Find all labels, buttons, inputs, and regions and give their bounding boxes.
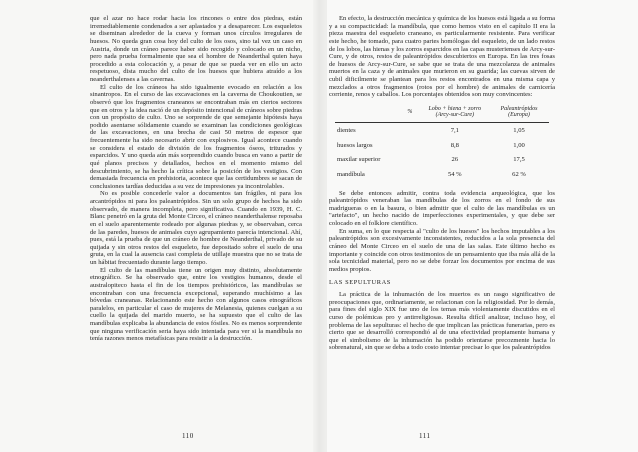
cell-paleanthropids: 1,05 (513, 127, 525, 135)
cell-paleanthropids: 62 % (512, 170, 526, 178)
table-row (335, 138, 549, 153)
page-number: 111 (419, 432, 431, 440)
paragraph: La práctica de la inhumación de los muertos es un rasgo significativo de preocupaciones que, ordinariamente, se relacionan con la religiosidad. Por lo demás, para fines del siglo XIX fue uno de los temas más violentamente discutidos en el curso de polémicas pro y antirreligiosas. Resulta difícil analizar, incluso hoy, el problema de las sepulturas: el hecho de que implican las prácticas funerarias, pero es cierto que se desarrolló correspondió al de una efectividad propiamente humana y que el simbolismo de la inhumación ha podido orientarse precozmente hacia lo sobrenatural, sin que se deba a todo costo intentar precisar lo que los paleantrópidos (329, 291, 555, 352)
right-text-column (329, 15, 555, 352)
cell-paleanthropids: 1,00 (513, 141, 525, 149)
paragraph: En suma, en lo que respecta al "culto de los huesos" los hechos imputables a los paleantrópidos son excesivamente inconsistentes, reducidos a la sola presencia del cráneo del Monte Circeo en el suelo de una de las salas. Este último hecho es importante y coincide con otros testimonios de un pensamiento que iba más allá de la sola tecnicidad material, pero no se debe forzar los documentos por encima de sus medios propios. (329, 227, 555, 273)
section-heading: LAS SEPULTURAS (329, 279, 391, 287)
cell-carnivores: 54 % (447, 170, 462, 178)
paragraph: El culto de los cráneos ha sido igualmente evocado en relación a los sinantropos. En el curso de las excavaciones en la caverna de Choukoutien, se observó que los fragmentos craneanos se encontraban más en ciertos sectores que en otros y la idea nació de un depósito intencional de cráneos sobre piedras con un propósito de culto. Uno se sorprende de que semejante hipótesis haya podido asentarse sólidamente cuando se examinan las condiciones geológicas de las excavaciones, en una brecha de casi 50 metros de espesor que frecuentemente ha sido necesario abrir con explosivos. Igual acontece cuando se considera el estado de división de los fragmentos óseos, triturados y esparcidos. Y uno queda aún más sorprendido cuando busca en vano a partir de qué planos precisos y detallados, hechos en el momento mismo del descubrimiento, se ha hecho la crítica sobre la posición de los vestigios. Con demasiada frecuencia en prehistoria, acontece que las certidumbres se sacan de conclusiones tardías deducidas a su vez de impresiones ya incontrolables. (90, 83, 302, 190)
page-number: 110 (182, 432, 194, 440)
cell-carnivores: 7,1 (450, 127, 459, 135)
cell-carnivores: 8,8 (450, 141, 459, 149)
column-header-paleanthropids: Paleantrópidos (Europa) (489, 105, 549, 123)
column-header-percent: % (399, 105, 420, 123)
paragraph: En efecto, la destrucción mecánica y química de los huesos está ligada a su forma y a su compacticidad: la mandíbula, que como hemos visto en el capítulo II era la pieza maestra del esqueleto craneano, es particularmente resistente. Para verificar este hecho, he tomado, para cuatro partes homólogas del esqueleto, de un lado restos de los lobos, las hienas y los zorros esparcidos en las capas musterienses de Arcy-sur-Cure, y de otros, restos de paleantrópidos descubiertos en Europa. En las tres fosas de huesos de Arcy-sur-Cure, se sabe que se trata de una mezcolanza de animales muertos en la caza y de animales que murieron en su guarida; las cuevas sirven de cubil dificilmente se plantean para los restos encontrados en una misma capa y mezclados a otros fragmentos (rotos por el hombre) de animales de carnicería corriente, renos y caballos. Los porcentajes obtenidos son muy convincentes: (329, 15, 556, 99)
row-label: huesos largos (337, 141, 373, 149)
paragraph: El culto de las mandíbulas tiene un origen muy distinto, absolutamente etnográfico. Se ha observado que, entre los vestigios humanos, desde el australopiteco hasta el fin de los tiempos prehistóricos, las mandíbulas se encontraban con una frecuencia excepcional, superando muchísimo a las bóvedas craneanas. Relacionando este hecho con algunos casos etnográficos paralelos, en particular el caso de mujeres de Melanesia, quienes cuelgan a su cuello la quijada del marido muerto, se ha supuesto que el culto de las mandíbulas explicaba la abundancia de estos fósiles. No es menos sorprendente que ninguna verificación seria haya sido intentada para ver si la mandíbula no tenía razones menos metafísicas para resistir a la destrucción. (90, 266, 302, 343)
row-label: dientes (337, 127, 356, 135)
paragraph: No es posible concederle valor a documentos tan frágiles, ni para los arcantrópidos ni para los paleantrópidos. Sin un solo grupo de hechos ha sido observado, de manera incompleta, pero significativa. Cuando en 1939, H. C. Blanc penetró en la gruta del Monte Circeo, el cráneo neanderthalense reposaba en el suelo aparentemente rodeado por algunas piedras y, se observaban, cerca de las paredes, huesos de animales cuyo agrupamiento parecía intencional. Ahí, pues, está la prueba de que un cráneo de hombre de Neanderthal, privado de su quijada y sin otros restos del esqueleto, fue depositado sobre el suelo de una gruta, en la cual la ausencia casi completa de utillaje muestra que no se trata de un hábitat frecuentado durante largo tiempo. (90, 190, 302, 266)
table-row (335, 152, 549, 167)
cell-carnivores: 26 (451, 156, 459, 164)
column-header-carnivores: Lobo + hiena + zorro (Arcy-sur-Cure) (421, 105, 489, 123)
row-label: maxilar superior (337, 156, 381, 164)
left-text-column (90, 15, 302, 343)
table-header-row (335, 105, 549, 123)
row-label: mandíbula (337, 170, 365, 178)
table-row (335, 123, 549, 138)
cell-paleanthropids: 17,5 (513, 156, 525, 164)
paragraph: Se debe entonces admitir, contra toda evidencia arqueológica, que los paleantrópidos veneraban las mandíbulas de los zorros en el fondo de sus madrigueras o en la basura, o bien admitir que el culto de las mandíbulas es un "artefacto", un hecho nacido de imperfecciones experimentales, y que debe ser colocado en el folklore científico. (329, 189, 555, 228)
percentage-table (335, 105, 549, 182)
book-gutter (313, 0, 327, 452)
right-page (319, 0, 638, 452)
table-row (335, 167, 549, 182)
paragraph: que el azar no hace rodar hacia los rincones o entre dos piedras, están irremediablemente condenados a ser aplastados y a desaparecer. Los esqueletos se diseminan alrededor de la cueva y forman unos círculos irregulares de huesos. No queda gran cosa hoy del culto de los osos, sino tal vez un caso en Austria, donde un cráneo parece haber sido recogido y colocado en un nicho, pero nada prueba formalmente que sea el hombre de Neanderthal quien haya procedido a esta colocación y, a pesar de que se pueda ver en ello un acto respetuoso, dista mucho del culto de los huesos que hubiera atraído a los neanderthalenses a las cavernas. (90, 15, 302, 83)
column-header-label (335, 105, 399, 123)
